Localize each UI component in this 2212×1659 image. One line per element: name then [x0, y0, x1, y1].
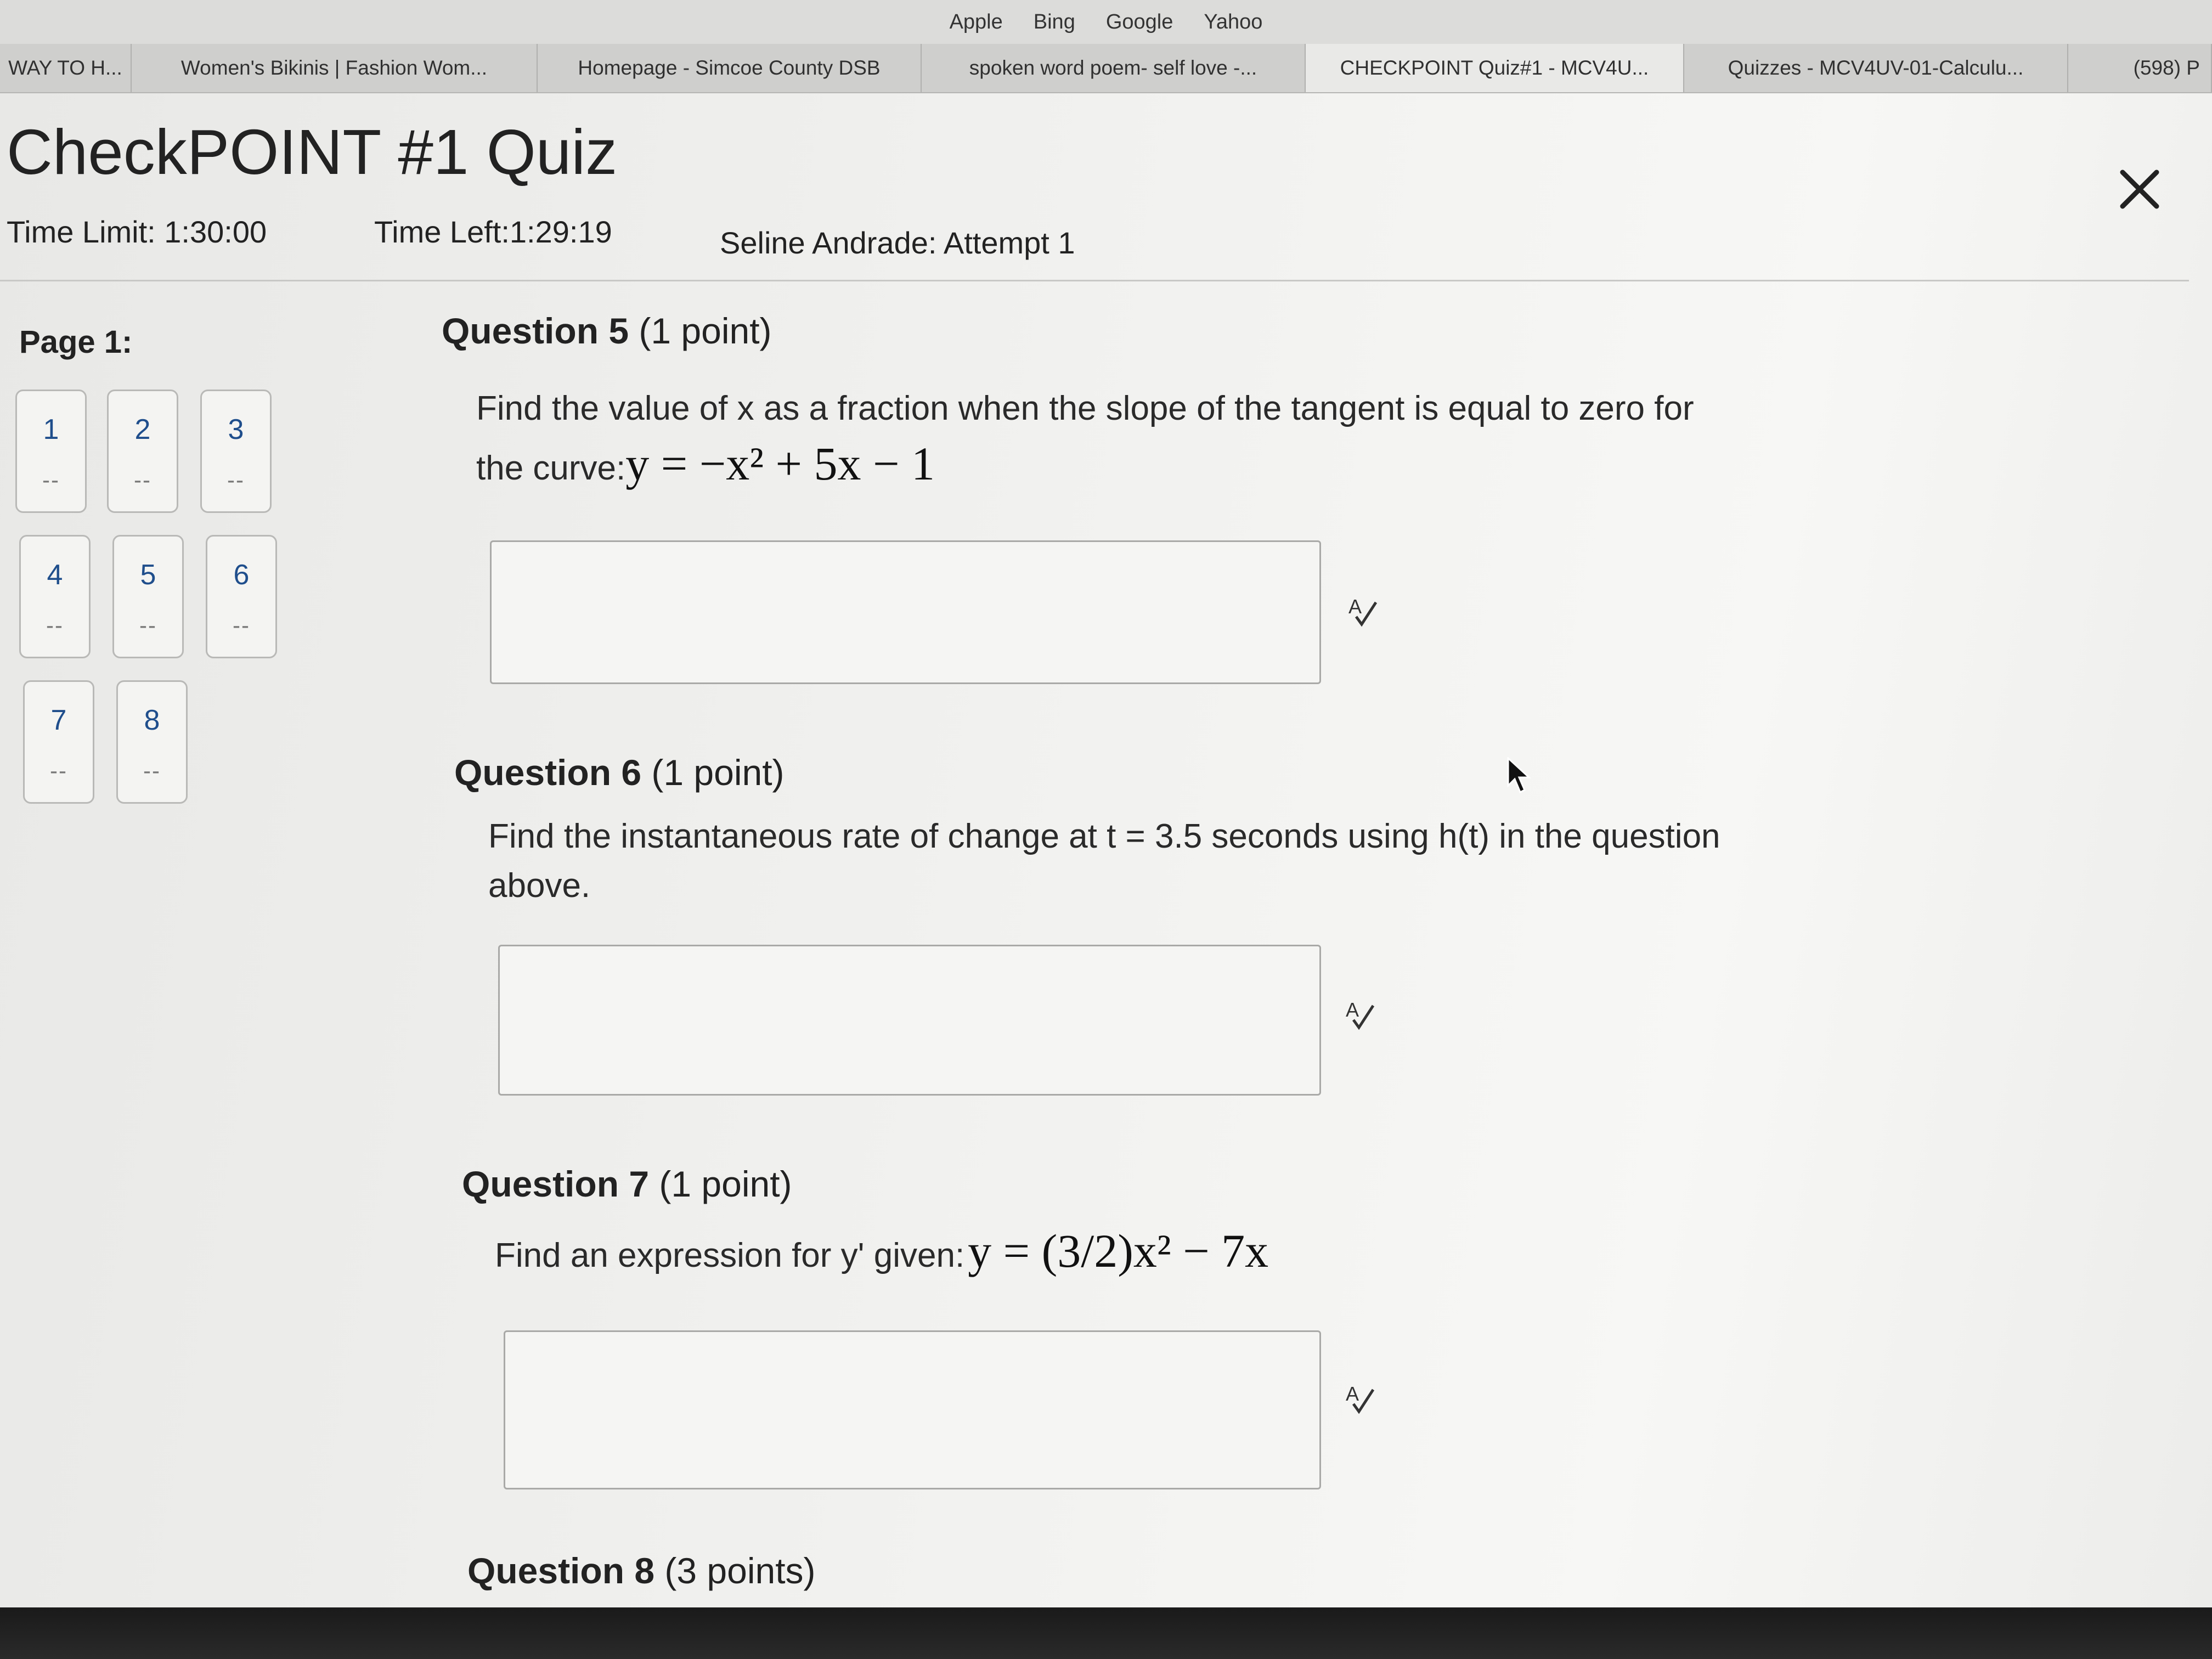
question-nav-number: 2: [134, 414, 151, 445]
browser-tab-bar: [0, 44, 2212, 93]
question-6-heading: [454, 752, 785, 793]
question-6-answer-input[interactable]: [498, 945, 1321, 1096]
question-7-equation: y = (3/2)x² − 7x: [968, 1224, 1269, 1277]
question-nav-number: 1: [43, 414, 59, 445]
question-nav-number: 6: [233, 559, 250, 591]
question-nav-4[interactable]: [19, 535, 91, 658]
question-8-heading: [467, 1550, 816, 1592]
time-left: Time Left:1:29:19: [374, 215, 612, 249]
monitor-bezel: [0, 1607, 2212, 1659]
question-nav-3[interactable]: [200, 390, 272, 513]
bookmark-apple[interactable]: Apple: [949, 10, 1003, 33]
bookmark-yahoo[interactable]: Yahoo: [1204, 10, 1263, 33]
question-6-text-line2: above.: [488, 867, 591, 905]
question-nav-2[interactable]: [107, 390, 178, 513]
spellcheck-icon[interactable]: [1344, 592, 1383, 631]
tab-womens-bikinis[interactable]: Women's Bikinis | Fashion Wom...: [132, 44, 538, 92]
question-7-heading: [462, 1163, 792, 1205]
question-7-prompt: Find an expression for y' given:: [495, 1237, 965, 1274]
page-label: Page 1:: [19, 324, 133, 360]
question-7-points: (1 point): [659, 1164, 792, 1204]
question-nav-status: --: [233, 612, 250, 638]
question-nav-8[interactable]: [116, 680, 188, 804]
question-nav-status: --: [46, 612, 64, 638]
tab-quizzes-mcv4uv[interactable]: Quizzes - MCV4UV-01-Calculu...: [1684, 44, 2068, 92]
tab-checkpoint-quiz[interactable]: CHECKPOINT Quiz#1 - MCV4U...: [1306, 44, 1684, 92]
question-nav-number: 7: [50, 704, 67, 736]
bookmark-bing[interactable]: Bing: [1033, 10, 1075, 33]
question-7-title: Question 7: [462, 1164, 650, 1204]
svg-text:A: A: [1348, 595, 1362, 618]
question-5-heading: [442, 310, 772, 352]
question-nav-number: 4: [47, 559, 63, 591]
close-icon[interactable]: [2115, 165, 2164, 214]
question-5-title: Question 5: [442, 311, 629, 351]
question-7-answer-input[interactable]: [504, 1330, 1321, 1489]
question-nav-number: 8: [144, 704, 160, 736]
bookmarks-bar: [0, 0, 2212, 44]
question-5-equation: y = −x² + 5x − 1: [625, 437, 935, 490]
question-8-points: (3 points): [664, 1550, 816, 1591]
question-nav-status: --: [134, 467, 151, 493]
question-5-text: [476, 384, 1848, 493]
question-nav-status: --: [42, 467, 60, 493]
quiz-meta-row: [7, 214, 2179, 263]
time-limit: Time Limit: 1:30:00: [7, 215, 267, 249]
spellcheck-icon[interactable]: [1341, 996, 1380, 1034]
question-nav-7[interactable]: [23, 680, 94, 804]
question-5-text-line1: Find the value of x as a fraction when the slope of the tangent is equal to zero for: [476, 390, 1694, 427]
bookmark-google[interactable]: Google: [1105, 10, 1173, 33]
mouse-cursor-icon: [1506, 757, 1533, 795]
question-nav-number: 5: [140, 559, 156, 591]
tab-youtube-598[interactable]: (598) P: [2068, 44, 2212, 92]
question-nav-number: 3: [228, 414, 244, 445]
svg-text:A: A: [1346, 998, 1359, 1021]
tab-way-to-h[interactable]: WAY TO H...: [0, 44, 132, 92]
tab-spoken-word-poem[interactable]: spoken word poem- self love -...: [922, 44, 1306, 92]
question-8-title: Question 8: [467, 1550, 655, 1591]
header-divider: [0, 280, 2189, 281]
spellcheck-icon[interactable]: [1341, 1380, 1380, 1418]
tab-simcoe-homepage[interactable]: Homepage - Simcoe County DSB: [538, 44, 922, 92]
question-6-text: [488, 812, 1860, 911]
question-5-text-line2: the curve:: [476, 449, 626, 487]
question-5-points: (1 point): [639, 311, 772, 351]
question-5-answer-input[interactable]: [490, 540, 1321, 684]
svg-text:A: A: [1346, 1383, 1359, 1405]
question-7-text: [495, 1226, 1592, 1280]
quiz-title: CheckPOINT #1 Quiz: [7, 116, 618, 188]
question-nav-5[interactable]: [112, 535, 184, 658]
question-6-points: (1 point): [651, 752, 785, 793]
question-nav-6[interactable]: [206, 535, 277, 658]
question-6-title: Question 6: [454, 752, 642, 793]
question-nav-status: --: [143, 758, 161, 783]
question-6-text-line1: Find the instantaneous rate of change at t = 3.5 seconds using h(t) in the question: [488, 817, 1720, 855]
attempt-info: Seline Andrade: Attempt 1: [720, 225, 1075, 260]
question-nav-status: --: [139, 612, 157, 638]
question-nav-status: --: [50, 758, 67, 783]
question-nav-status: --: [227, 467, 245, 493]
question-nav-1[interactable]: [15, 390, 87, 513]
